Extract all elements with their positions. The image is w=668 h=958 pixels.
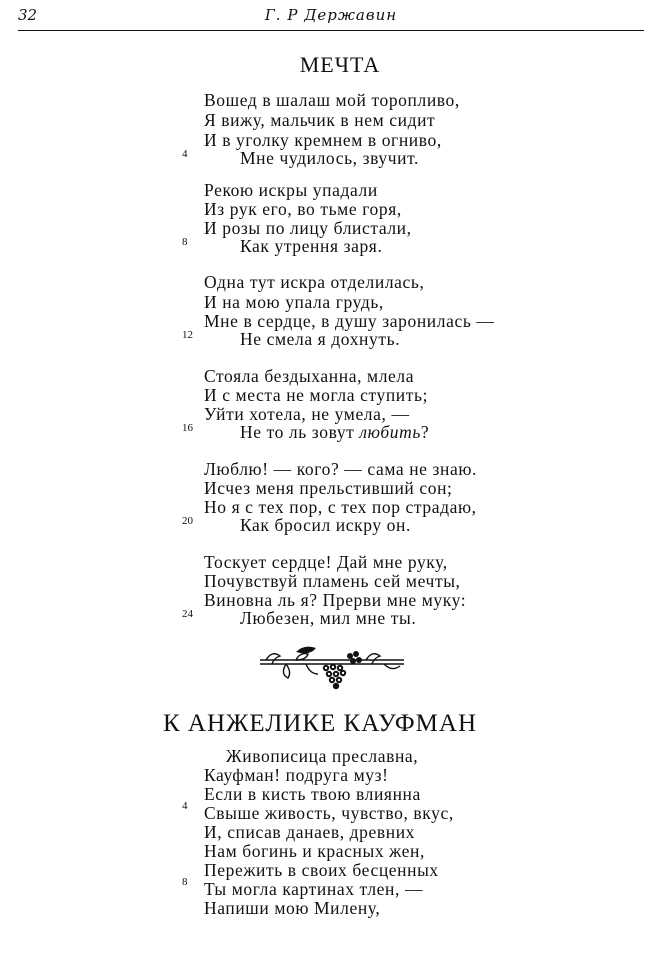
verse-line: Не смела я дохнуть. (240, 329, 401, 349)
line-number: 16 (182, 422, 193, 434)
running-head-author: Г. Р Державин (264, 6, 398, 24)
poem-title-angelika: К АНЖЕЛИКЕ КАУФМАН (162, 710, 478, 737)
line-number: 24 (182, 608, 193, 620)
verse-line: И, списав данаев, древних (204, 822, 416, 842)
verse-line: И на мою упала грудь, (204, 292, 384, 312)
verse-line: Стояла бездыханна, млела (204, 366, 415, 386)
line-number: 12 (182, 329, 193, 341)
verse-line: Свыше живость, чувство, вкус, (204, 803, 454, 823)
verse-line: Вошед в шалаш мой торопливо, (204, 90, 460, 110)
verse-line: Из рук его, во тьме горя, (204, 199, 402, 219)
verse-line: Почувствуй пламень сей мечты, (204, 571, 461, 591)
verse-line: Люблю! — кого? — сама не знаю. (204, 459, 478, 479)
poem-title-mechta: МЕЧТА (299, 52, 381, 77)
grape-vine-ornament-icon (256, 640, 408, 690)
verse-line: Я вижу, мальчик в нем сидит (204, 110, 436, 130)
verse-line: Как бросил искру он. (240, 515, 411, 535)
verse-line: Мне в сердце, в душу заронилась — (204, 311, 495, 331)
running-head (18, 4, 644, 30)
verse-line: Если в кисть твою влиянна (204, 784, 421, 804)
verse-line: Но я с тех пор, с тех пор страдаю, (204, 497, 477, 517)
verse-line: Виновна ль я? Прерви мне муку: (204, 590, 467, 610)
verse-line: Как утрення заря. (240, 236, 383, 256)
verse-line: Рекою искры упадали (204, 180, 378, 200)
verse-line: Живописица преславна, (226, 746, 419, 766)
header-rule (18, 30, 644, 31)
line-number: 4 (182, 800, 188, 812)
verse-line: Кауфман! подруга муз! (204, 765, 389, 785)
verse-line: И с места не могла ступить; (204, 385, 429, 405)
verse-line: Уйти хотела, не умела, — (204, 404, 410, 424)
line-number: 20 (182, 515, 193, 527)
verse-line: Пережить в своих бесценных (204, 860, 439, 880)
line-number: 4 (182, 148, 188, 160)
verse-line: Мне чудилось, звучит. (240, 148, 420, 168)
page-number: 32 (18, 6, 38, 24)
verse-line: Тоскует сердце! Дай мне руку, (204, 552, 448, 572)
verse-line: Нам богинь и красных жен, (204, 841, 425, 861)
verse-line: Любезен, мил мне ты. (240, 608, 417, 628)
verse-line: Не то ль зовут любить? (240, 422, 430, 442)
verse-line: Одна тут искра отделилась, (204, 272, 425, 292)
verse-line: Напиши мою Милену, (204, 898, 381, 918)
line-number: 8 (182, 876, 188, 888)
verse-line: Исчез меня прельстивший сон; (204, 478, 453, 498)
verse-line: И розы по лицу блистали, (204, 218, 412, 238)
line-number: 8 (182, 236, 188, 248)
verse-line: И в уголку кремнем в огниво, (204, 130, 442, 150)
verse-line: Ты могла картинах тлен, — (204, 879, 424, 899)
